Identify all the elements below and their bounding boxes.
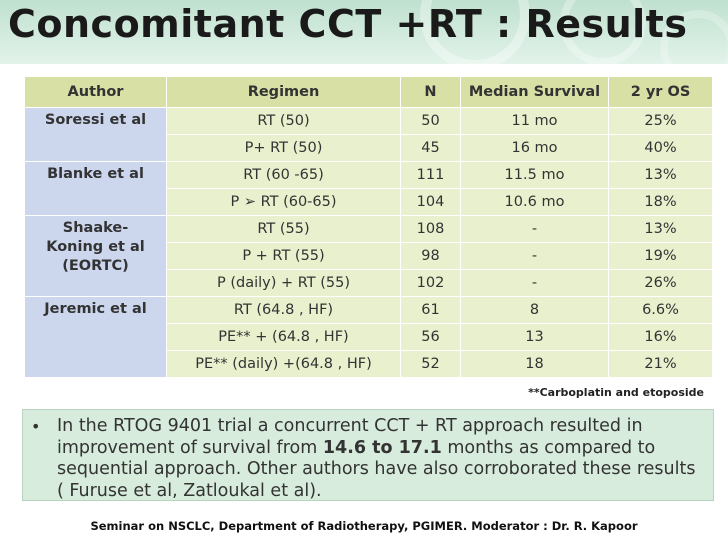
os-cell: 13%	[609, 216, 713, 243]
slide-footer: Seminar on NSCLC, Department of Radiotherapy, PGIMER. Moderator : Dr. R. Kapoor	[90, 519, 638, 533]
median-cell: 11 mo	[461, 108, 609, 135]
author-cell: Shaake-Koning et al (EORTC)	[25, 216, 167, 297]
summary-text-part: In the RTOG 9401 trial a concurrent CCT + RT approach resulted in improvement of survival from	[57, 416, 643, 458]
os-cell: 6.6%	[609, 297, 713, 324]
os-cell: 13%	[609, 162, 713, 189]
author-cell: Blanke et al	[25, 162, 167, 216]
n-cell: 52	[401, 351, 461, 378]
n-cell: 50	[401, 108, 461, 135]
median-cell: 13	[461, 324, 609, 351]
os-cell: 40%	[609, 135, 713, 162]
table-row	[25, 108, 713, 135]
os-cell: 21%	[609, 351, 713, 378]
regimen-cell: PE** (daily) +(64.8 , HF)	[167, 351, 401, 378]
table-row	[25, 162, 713, 189]
median-cell: -	[461, 243, 609, 270]
author-cell: Jeremic et al	[25, 297, 167, 378]
footnote: **Carboplatin and etoposide	[528, 386, 704, 399]
median-cell: 16 mo	[461, 135, 609, 162]
n-cell: 61	[401, 297, 461, 324]
n-cell: 98	[401, 243, 461, 270]
median-cell: 8	[461, 297, 609, 324]
regimen-cell: PE** + (64.8 , HF)	[167, 324, 401, 351]
n-cell: 111	[401, 162, 461, 189]
os-cell: 25%	[609, 108, 713, 135]
n-cell: 56	[401, 324, 461, 351]
table-row	[25, 216, 713, 243]
header-2yr-os: 2 yr OS	[609, 77, 713, 108]
regimen-cell: RT (60 -65)	[167, 162, 401, 189]
n-cell: 108	[401, 216, 461, 243]
regimen-cell: P + RT (55)	[167, 243, 401, 270]
table-row	[25, 297, 713, 324]
n-cell: 104	[401, 189, 461, 216]
summary-bullet-box	[22, 409, 714, 501]
os-cell: 26%	[609, 270, 713, 297]
os-cell: 19%	[609, 243, 713, 270]
regimen-cell: P ➢ RT (60-65)	[167, 189, 401, 216]
bullet-icon: •	[31, 417, 41, 436]
n-cell: 102	[401, 270, 461, 297]
summary-text-part: months as compared to sequential approach. Other authors have also corroborated these results ( Furuse et al, Zatloukal et al).	[57, 437, 696, 501]
regimen-cell: P (daily) + RT (55)	[167, 270, 401, 297]
median-cell: -	[461, 270, 609, 297]
title-banner	[0, 0, 728, 64]
header-regimen: Regimen	[167, 77, 401, 108]
os-cell: 16%	[609, 324, 713, 351]
os-cell: 18%	[609, 189, 713, 216]
author-cell: Soressi et al	[25, 108, 167, 162]
slide-title: Concomitant CCT +RT : Results	[8, 2, 688, 46]
summary-text	[57, 416, 707, 502]
summary-highlight: 14.6 to 17.1	[322, 437, 442, 458]
regimen-cell: RT (64.8 , HF)	[167, 297, 401, 324]
median-cell: -	[461, 216, 609, 243]
regimen-cell: RT (50)	[167, 108, 401, 135]
regimen-cell: P+ RT (50)	[167, 135, 401, 162]
median-cell: 11.5 mo	[461, 162, 609, 189]
n-cell: 45	[401, 135, 461, 162]
median-cell: 18	[461, 351, 609, 378]
table-header-row	[25, 77, 713, 108]
results-table	[24, 76, 713, 378]
regimen-cell: RT (55)	[167, 216, 401, 243]
header-median-survival: Median Survival	[461, 77, 609, 108]
header-n: N	[401, 77, 461, 108]
median-cell: 10.6 mo	[461, 189, 609, 216]
header-author: Author	[25, 77, 167, 108]
